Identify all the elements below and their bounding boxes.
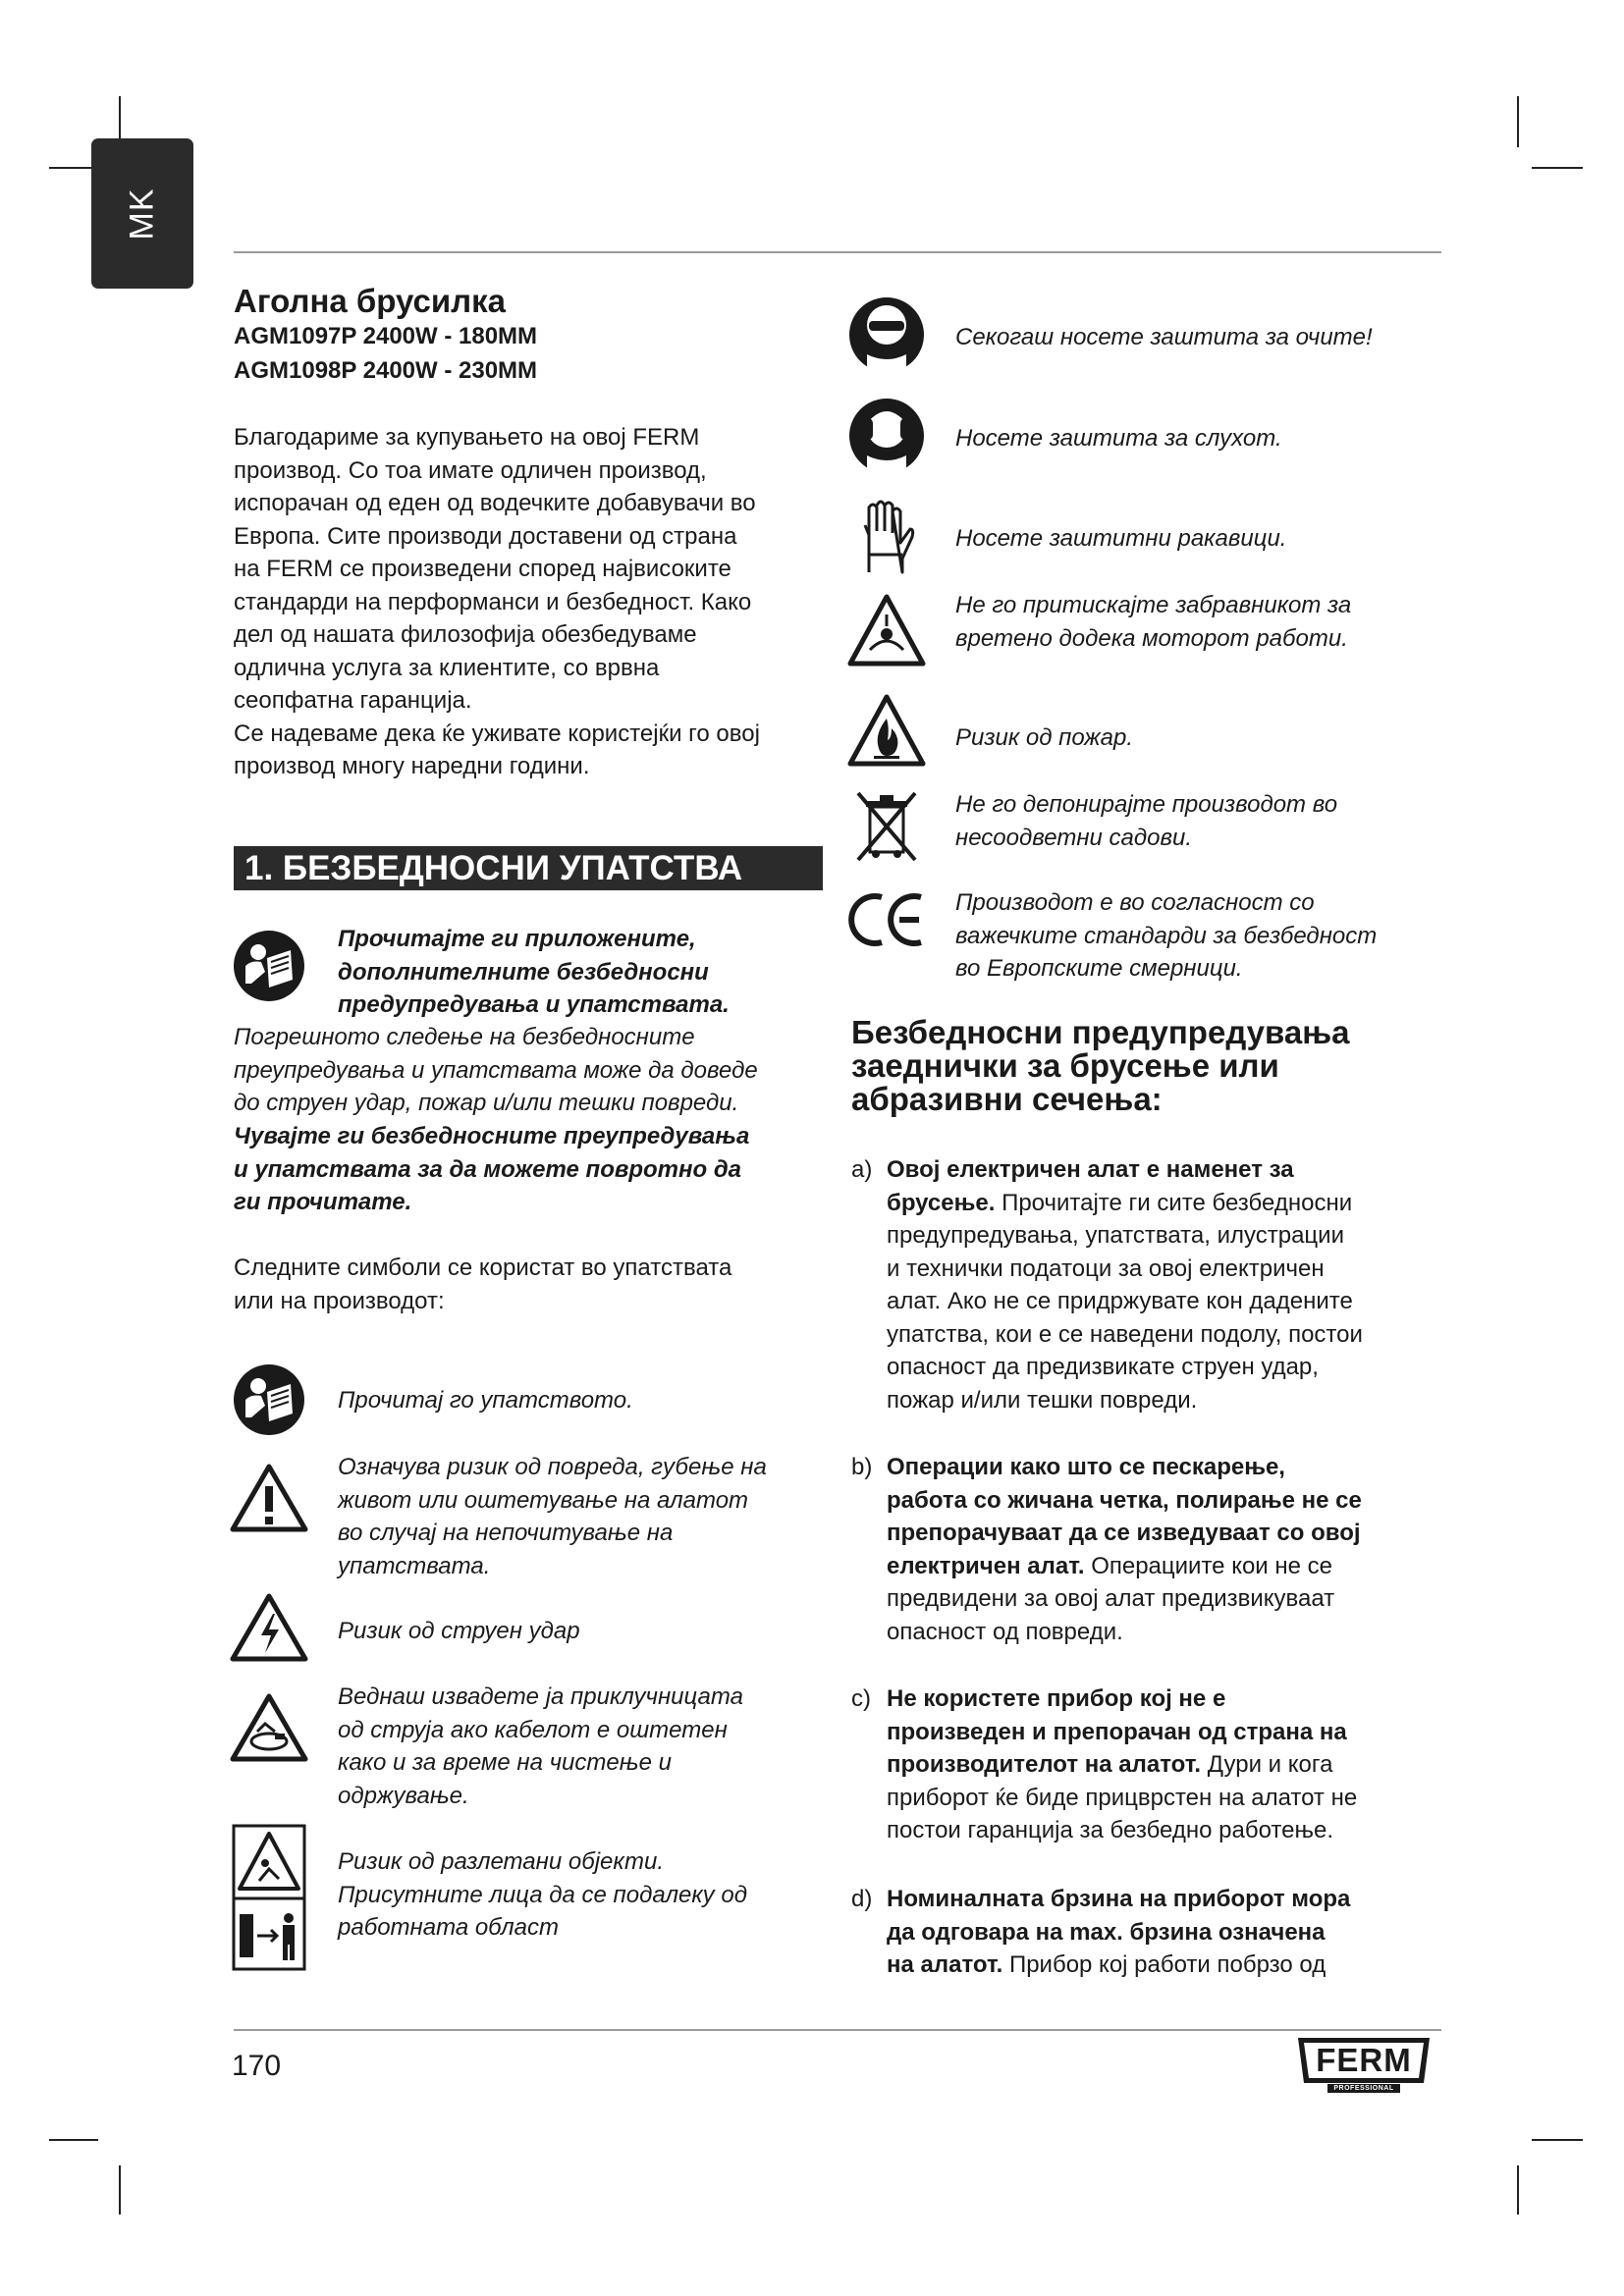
list-item-text: предупредувања, упатствата, илустрации [887, 1222, 1344, 1249]
unplug-icon [230, 1692, 308, 1763]
intro-line: Благодариме за купувањето на овој FERM [234, 424, 700, 451]
symbol-label-unplug [338, 1681, 848, 1812]
electric-shock-icon [230, 1592, 308, 1663]
keep-line: Чувајте ги безбедносните преупредувања [234, 1123, 750, 1149]
ear-protection-icon [847, 397, 926, 475]
list-item-bold: брусење. [887, 1189, 996, 1216]
list-item [851, 1883, 1450, 1982]
symbol-line: Ризик од разлетани објекти. [338, 1848, 664, 1875]
symbol-line: како и за време на чистење и [338, 1749, 672, 1776]
list-item-text: опасност да предизвикате струен удар, [887, 1354, 1319, 1380]
symbol-line: важечките стандарди за безбедност [955, 922, 1378, 949]
list-item-text: Дури и кога [1207, 1751, 1333, 1778]
list-item-text: алат. Ако не се придржувате кон дадените [887, 1288, 1353, 1314]
read-notice-line: дополнителните безбедносни [338, 958, 709, 986]
symbol-line: вретено додека моторот работи. [955, 624, 1348, 652]
grinding-warnings-heading [851, 1016, 1460, 1116]
symbol-label-fire: Ризик од пожар. [955, 724, 1134, 751]
symbol-line: Производот е во согласност со [955, 889, 1315, 916]
list-item-text: Прибор кој работи побрзо од [1008, 1951, 1326, 1978]
list-item-bold: Операции како што се пескарење, [887, 1454, 1285, 1480]
symbol-line: од струја ако кабелот е оштетен [338, 1716, 728, 1743]
symbol-line: упатствата. [338, 1552, 491, 1579]
ce-mark-icon [846, 889, 927, 950]
intro-line: производ. Со тоа имате одличен производ, [234, 456, 707, 484]
list-item-text: упатства, кои е се наведени подолу, постои [887, 1320, 1363, 1348]
list-item-label: a) [851, 1156, 873, 1183]
list-item [851, 1451, 1450, 1648]
symbol-label-flying-objects [338, 1845, 848, 1945]
list-item-bold: електричен алат. [887, 1552, 1085, 1579]
section-heading-safety: 1. БЕЗБЕДНОСНИ УПАТСТВА [234, 846, 823, 890]
list-item-text: опасност од повреди. [887, 1618, 1123, 1645]
symbol-line: работната област [338, 1914, 560, 1941]
list-item-text: постои гаранција за безбедно работење. [887, 1817, 1333, 1843]
symbol-label-eye-protection: Секогаш носете заштита за очите! [955, 324, 1373, 350]
list-item-bold: Не користете прибор кој не е [887, 1685, 1226, 1712]
crop-mark [49, 2139, 98, 2141]
read-notice [338, 923, 848, 1022]
list-item-label: c) [851, 1685, 871, 1712]
symbol-line: Присутните лица да се подалеку од [338, 1881, 747, 1908]
list-item-text: и технички податоци за овој електричен [887, 1255, 1325, 1282]
warning-line: преупредувања и упатствата може да доведе [234, 1056, 758, 1084]
symbol-label-weee [955, 788, 1466, 854]
model-line: AGM1098P 2400W - 230MM [234, 357, 538, 384]
gloves-icon [859, 496, 916, 574]
symbol-label-spindle-lock [955, 589, 1466, 655]
model-line: AGM1097P 2400W - 180MM [234, 323, 538, 349]
intro-line: дел од нашата филозофија обезбедуваме [234, 621, 697, 648]
list-item-text: Операциите кои не се [1091, 1552, 1332, 1579]
symbol-line: живот или оштетување на алатот [338, 1486, 749, 1514]
list-item-text: предвидени за овој алат предизвикуваат [887, 1585, 1335, 1612]
list-item [851, 1682, 1450, 1847]
language-tab [91, 138, 193, 289]
brand-subtitle: PROFESSIONAL [1333, 2085, 1394, 2092]
warning-icon [230, 1463, 308, 1533]
list-item-text: приборот ќе биде прицврстен на алатот не [887, 1784, 1358, 1811]
crop-mark [119, 96, 121, 143]
symbol-line: во Европските смерници. [955, 955, 1243, 982]
symbol-label-electric-shock: Ризик од струен удар [338, 1618, 580, 1644]
list-item-text: Прочитајте ги сите безбедносни [1001, 1189, 1353, 1216]
read-notice-line: Прочитајте ги приложените, [338, 926, 696, 952]
list-item-text: пожар и/или тешки повреди. [887, 1386, 1198, 1414]
crop-mark [1532, 2139, 1583, 2141]
top-divider [234, 251, 1441, 253]
intro-line: производ многу наредни години. [234, 753, 590, 779]
language-code: MK [123, 187, 161, 240]
intro-line: на FERM се произведени според највисоките [234, 556, 731, 582]
crop-mark [1532, 167, 1583, 169]
heading-line: заеднички за брусење или [851, 1047, 1279, 1084]
spindle-lock-icon [846, 593, 927, 667]
warning-line: Погрешното следење на безбедносните [234, 1024, 695, 1050]
warning-paragraph [234, 1021, 852, 1120]
read-notice-line: предупредувања и упатствата. [338, 991, 730, 1018]
symbols-intro-line: Следните симболи се користат во упатствата [234, 1255, 732, 1281]
intro-line: одлична услуга за клиентите, со врвна [234, 654, 660, 681]
list-item-bold: произведен и препорачан од страна на [887, 1718, 1347, 1745]
heading-line: абразивни сечења: [851, 1081, 1163, 1117]
intro-line: Се надеваме дека ќе уживате користејќи го овој [234, 720, 760, 747]
intro-line: испорачан од еден од водечките добавувачи во [234, 490, 756, 516]
symbol-line: несоодветни садови. [955, 824, 1193, 851]
symbol-label-ear-protection: Носете заштита за слухот. [955, 425, 1282, 452]
bottom-divider [234, 2029, 1441, 2031]
list-item-bold: производителот на алатот. [887, 1751, 1202, 1778]
crop-mark [119, 2165, 121, 2215]
intro-line: сеопфатна гаранција. [234, 687, 472, 714]
flying-objects-icon [232, 1824, 306, 1971]
read-manual-icon [232, 929, 306, 1003]
intro-line: Европа. Сите производи доставени од страна [234, 522, 737, 550]
intro-line: стандарди на перформанси и безбедност. Како [234, 588, 752, 615]
symbol-line: Веднаш извадете ја приклучницата [338, 1683, 743, 1710]
intro-paragraph [234, 421, 842, 783]
list-item [851, 1153, 1450, 1416]
heading-line: Безбедносни предупредувања [851, 1014, 1350, 1050]
symbol-label-read-manual: Прочитај го упатството. [338, 1387, 633, 1414]
brand-name: FERM [1316, 2042, 1412, 2078]
page-number: 170 [232, 2050, 282, 2082]
keep-instructions-paragraph [234, 1120, 852, 1219]
ferm-logo [1290, 2032, 1437, 2095]
symbol-line: во случај на непочитување на [338, 1520, 674, 1546]
keep-line: ги прочитате. [234, 1189, 412, 1215]
fire-icon [846, 693, 927, 768]
symbol-line: одржување. [338, 1782, 469, 1809]
list-item-bold: на алатот. [887, 1951, 1003, 1978]
symbols-intro-line: или на производот: [234, 1287, 445, 1314]
keep-line: и упатствата за да можете повротно да [234, 1155, 742, 1183]
crop-mark [1517, 2165, 1519, 2215]
list-item-bold: работа со жичана четка, полирање не се [887, 1486, 1362, 1514]
weee-bin-icon [852, 789, 921, 864]
symbol-line: Означува ризик од повреда, губење на [338, 1454, 767, 1480]
list-item-bold: да одговара на max. брзина означена [887, 1918, 1326, 1946]
list-item-label: b) [851, 1454, 873, 1480]
read-manual-icon [232, 1362, 306, 1437]
symbols-intro [234, 1252, 852, 1317]
list-item-label: d) [851, 1886, 873, 1912]
symbol-line: Не го депонирајте производот во [955, 791, 1338, 818]
symbol-label-ce [955, 886, 1466, 986]
eye-protection-icon [847, 295, 926, 374]
symbol-label-gloves: Носете заштитни ракавици. [955, 525, 1287, 552]
crop-mark [1517, 96, 1519, 147]
list-item-bold: Номиналната брзина на приборот мора [887, 1886, 1351, 1912]
product-title: Аголна брусилка [234, 283, 507, 319]
list-item-bold: препорачуваат да се изведуваат со овој [887, 1520, 1361, 1546]
warning-line: до струен удар, пожар и/или тешки повреди. [234, 1090, 739, 1116]
symbol-label-warning [338, 1451, 848, 1582]
symbol-line: Не го притискајте забравникот за [955, 592, 1352, 618]
list-item-bold: Овој електричен алат е наменет за [887, 1156, 1294, 1183]
